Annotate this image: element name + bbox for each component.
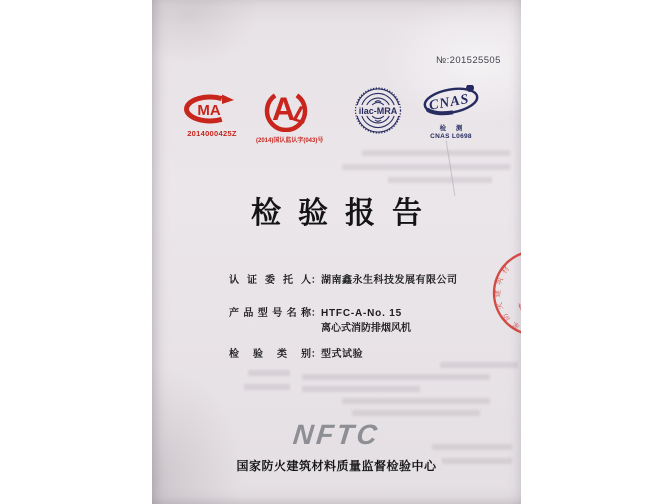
ghost-text-artifact: [342, 398, 490, 404]
ghost-text-artifact: [302, 386, 420, 392]
ghost-text-artifact: [388, 177, 492, 183]
label-colon: ：: [311, 349, 321, 360]
report-title: 检验报告: [251, 197, 439, 230]
ghost-text-artifact: [440, 362, 518, 368]
ghost-text-artifact: [244, 384, 290, 390]
cma-mark: [180, 92, 244, 138]
svg-text:ilac-MRA: ilac-MRA: [358, 106, 398, 116]
applicant-label: 认证委托人: [229, 275, 311, 286]
label-colon: ：: [311, 275, 321, 286]
ghost-text-artifact: [342, 164, 510, 170]
svg-text:国家防火建筑材: 国家防火建筑材: [492, 260, 533, 337]
model-value: HTFC-A-No. 15: [321, 308, 402, 319]
svg-text:L: L: [290, 100, 312, 130]
center-name: 国家防火建筑材料质量监督检验中心: [236, 459, 437, 473]
ghost-text-artifact: [362, 150, 510, 156]
applicant-row: [229, 271, 458, 286]
cnas-type-caption: 检 测: [439, 125, 467, 132]
ghost-text-artifact: [352, 410, 480, 416]
model-value-line2: 离心式消防排烟风机: [321, 323, 411, 334]
nftc-logo: NFTC: [291, 419, 382, 450]
cma-logo-icon: [183, 92, 241, 126]
cnas-mark: [418, 85, 484, 140]
cma-caption: 2014000425Z: [187, 129, 237, 138]
category-row: [229, 345, 363, 360]
svg-text:检: 检: [516, 300, 528, 312]
cnas-logo-icon: [420, 85, 482, 121]
cal-caption: (2014)国认监认字(043)号: [256, 138, 324, 144]
cal-mark: [256, 86, 324, 144]
model-row: [229, 304, 402, 319]
cnas-code-caption: CNAS L0698: [430, 133, 472, 140]
applicant-value: 湖南鑫永生科技发展有限公司: [321, 275, 458, 286]
inspection-stamp-icon: [483, 246, 533, 346]
report-number: №:201525505: [436, 55, 501, 66]
ilac-mra-logo-icon: [350, 86, 406, 138]
ilac-mra-mark: [348, 86, 408, 138]
svg-text:MA: MA: [197, 102, 221, 119]
cal-logo-icon: [260, 86, 312, 132]
certificate-page: [152, 0, 533, 504]
category-value: 型式试验: [321, 349, 363, 360]
ghost-text-artifact: [302, 374, 490, 380]
category-label: 检验类别: [229, 349, 311, 360]
label-colon: ：: [311, 308, 321, 319]
model-label: 产品型号名称: [229, 308, 311, 319]
svg-text:CNAS: CNAS: [428, 91, 471, 114]
svg-text:A: A: [271, 91, 296, 127]
ghost-text-artifact: [248, 370, 290, 376]
